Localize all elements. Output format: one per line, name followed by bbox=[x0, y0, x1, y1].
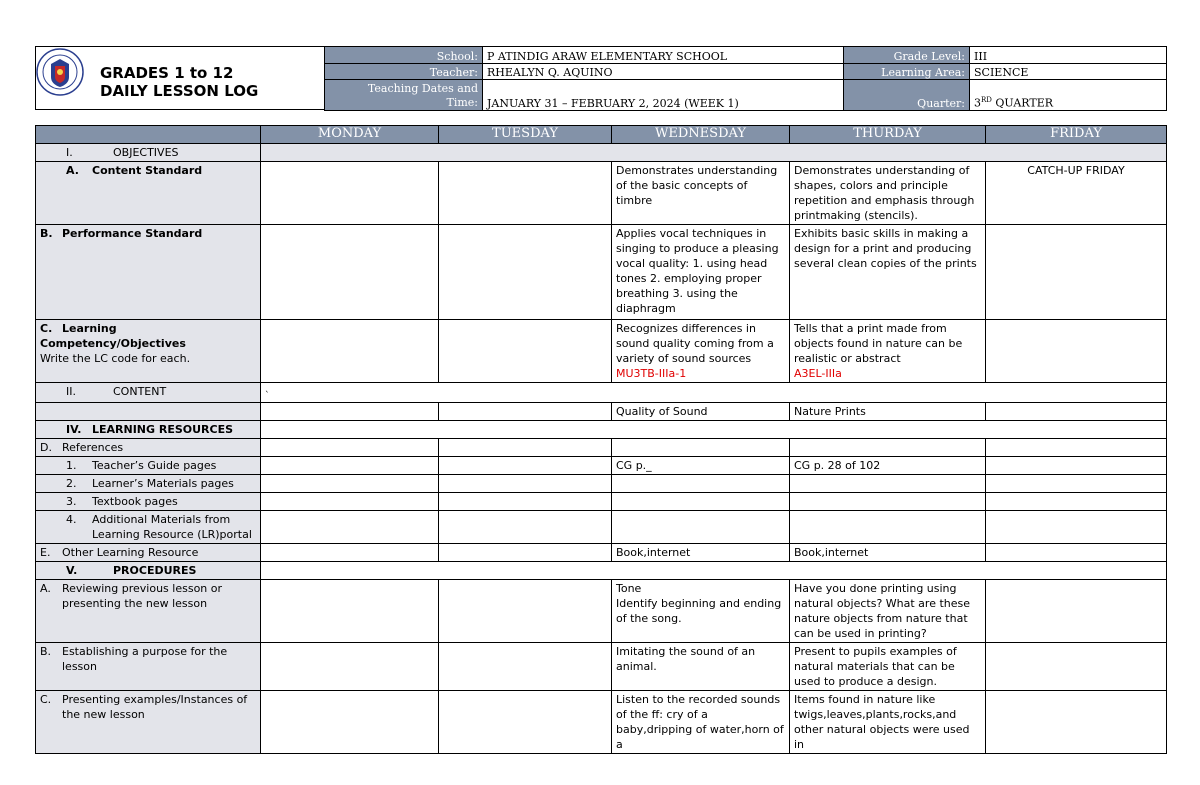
purpose-wednesday: Imitating the sound of an animal. bbox=[612, 643, 790, 691]
day-header-tuesday: TUESDAY bbox=[439, 126, 612, 144]
purpose-num: B. bbox=[40, 645, 52, 658]
row-performance-standard bbox=[36, 225, 1167, 320]
additional-materials-thursday bbox=[790, 511, 986, 544]
lc-code-thursday: A3EL-IIIa bbox=[794, 367, 842, 380]
learning-competency-friday bbox=[986, 320, 1167, 383]
content-standard-wednesday: Demonstrates understanding of the basic concepts of timbre bbox=[612, 162, 790, 225]
reviewing-tuesday bbox=[439, 580, 612, 643]
learners-materials-tuesday bbox=[439, 475, 612, 493]
learning-competency-tuesday bbox=[439, 320, 612, 383]
learning-competency-note: Write the LC code for each. bbox=[40, 352, 191, 365]
learners-materials-friday bbox=[986, 475, 1167, 493]
learners-materials-text: Learner’s Materials pages bbox=[92, 477, 234, 490]
objectives-text: OBJECTIVES bbox=[113, 146, 179, 159]
title-line-1: GRADES 1 to 12 bbox=[100, 64, 234, 82]
content-text: CONTENT bbox=[113, 385, 167, 398]
corner-header bbox=[36, 126, 261, 144]
grade-level-value: III bbox=[970, 47, 1167, 64]
row-learning-competency bbox=[36, 320, 1167, 383]
other-resource-num: E. bbox=[40, 546, 51, 559]
row-purpose bbox=[36, 643, 1167, 691]
references-thursday bbox=[790, 439, 986, 457]
teacher-label: Teacher: bbox=[325, 64, 483, 80]
performance-standard-monday bbox=[261, 225, 439, 320]
content-num: II. bbox=[66, 385, 76, 398]
performance-standard-text: Performance Standard bbox=[62, 227, 203, 240]
examples-friday bbox=[986, 691, 1167, 754]
teacher-value: RHEALYN Q. AQUINO bbox=[483, 64, 844, 80]
row-other-resource bbox=[36, 544, 1167, 562]
textbook-text: Textbook pages bbox=[92, 495, 178, 508]
purpose-monday bbox=[261, 643, 439, 691]
learning-competency-text: Learning Competency/Objectives bbox=[40, 322, 186, 350]
other-resource-tuesday bbox=[439, 544, 612, 562]
learning-competency-wednesday bbox=[612, 320, 790, 383]
quarter-number: 3 bbox=[974, 97, 981, 110]
reviewing-num: A. bbox=[40, 582, 51, 595]
teachers-guide-thursday: CG p. 28 of 102 bbox=[790, 457, 986, 475]
quarter-word: QUARTER bbox=[991, 97, 1054, 110]
teachers-guide-monday bbox=[261, 457, 439, 475]
learning-competency-thursday-text: Tells that a print made from objects found in nature can be realistic or abstract bbox=[794, 322, 963, 365]
dates-label-line1: Teaching Dates and bbox=[367, 82, 478, 95]
row-references bbox=[36, 439, 1167, 457]
procedures-span bbox=[261, 562, 1167, 580]
textbook-num: 3. bbox=[66, 495, 77, 508]
row-learners-materials bbox=[36, 475, 1167, 493]
day-header-wednesday: WEDNESDAY bbox=[612, 126, 790, 144]
references-label bbox=[36, 439, 261, 457]
learning-competency-label bbox=[36, 320, 261, 383]
teachers-guide-label bbox=[36, 457, 261, 475]
row-additional-materials bbox=[36, 511, 1167, 544]
references-monday bbox=[261, 439, 439, 457]
dates-label-line2: Time: bbox=[446, 96, 478, 109]
learning-competency-thursday bbox=[790, 320, 986, 383]
lc-code-wednesday: MU3TB-IIIa-1 bbox=[616, 367, 687, 380]
textbook-tuesday bbox=[439, 493, 612, 511]
textbook-label bbox=[36, 493, 261, 511]
examples-text: Presenting examples/Instances of the new lesson bbox=[62, 693, 248, 721]
other-resource-wednesday: Book,internet bbox=[612, 544, 790, 562]
content-topics-tuesday bbox=[439, 403, 612, 421]
dates-value: JANUARY 31 – FEBRUARY 2, 2024 (WEEK 1) bbox=[483, 80, 844, 111]
references-tuesday bbox=[439, 439, 612, 457]
learning-resources-text: LEARNING RESOURCES bbox=[92, 423, 234, 436]
other-resource-thursday: Book,internet bbox=[790, 544, 986, 562]
learning-competency-wednesday-text: Recognizes differences in sound quality coming from a variety of sound sources bbox=[616, 322, 774, 365]
lesson-log-table bbox=[35, 125, 1167, 754]
learners-materials-thursday bbox=[790, 475, 986, 493]
performance-standard-wednesday: Applies vocal techniques in singing to produce a pleasing vocal quality: 1. using head tones 2. employing proper breathing 3. using the diaphragm bbox=[612, 225, 790, 320]
content-standard-num: A. bbox=[66, 164, 79, 177]
learners-materials-num: 2. bbox=[66, 477, 77, 490]
procedures-label bbox=[36, 562, 261, 580]
teachers-guide-friday bbox=[986, 457, 1167, 475]
day-header-monday: MONDAY bbox=[261, 126, 439, 144]
examples-num: C. bbox=[40, 693, 52, 706]
learning-competency-num: C. bbox=[40, 322, 53, 335]
objectives-num: I. bbox=[66, 146, 73, 159]
content-mark: ` bbox=[265, 391, 270, 401]
teachers-guide-text: Teacher’s Guide pages bbox=[92, 459, 217, 472]
learners-materials-wednesday bbox=[612, 475, 790, 493]
other-resource-text: Other Learning Resource bbox=[62, 546, 199, 559]
purpose-friday bbox=[986, 643, 1167, 691]
textbook-friday bbox=[986, 493, 1167, 511]
row-examples bbox=[36, 691, 1167, 754]
examples-thursday: Items found in nature like twigs,leaves,plants,rocks,and other natural objects were used in bbox=[790, 691, 986, 754]
procedures-num: V. bbox=[66, 564, 78, 577]
purpose-label bbox=[36, 643, 261, 691]
additional-materials-label bbox=[36, 511, 261, 544]
school-label: School: bbox=[325, 47, 483, 64]
teachers-guide-tuesday bbox=[439, 457, 612, 475]
content-standard-tuesday bbox=[439, 162, 612, 225]
school-value: P ATINDIG ARAW ELEMENTARY SCHOOL bbox=[483, 47, 844, 64]
row-learning-resources bbox=[36, 421, 1167, 439]
row-textbook bbox=[36, 493, 1167, 511]
learning-resources-label bbox=[36, 421, 261, 439]
content-span bbox=[261, 383, 1167, 403]
day-header-thursday: THURDAY bbox=[790, 126, 986, 144]
procedures-text: PROCEDURES bbox=[113, 564, 197, 577]
additional-materials-text bbox=[92, 512, 252, 542]
learning-resources-span bbox=[261, 421, 1167, 439]
row-reviewing bbox=[36, 580, 1167, 643]
content-topics-label bbox=[36, 403, 261, 421]
additional-materials-wednesday bbox=[612, 511, 790, 544]
content-topics-wednesday: Quality of Sound bbox=[612, 403, 790, 421]
quarter-value bbox=[970, 80, 1167, 111]
content-standard-monday bbox=[261, 162, 439, 225]
reviewing-wednesday: Tone Identify beginning and ending of the song. bbox=[612, 580, 790, 643]
objectives-label bbox=[36, 144, 261, 162]
additional-materials-line1: Additional Materials from bbox=[92, 513, 231, 526]
teachers-guide-wednesday: CG p._ bbox=[612, 457, 790, 475]
references-wednesday bbox=[612, 439, 790, 457]
content-standard-text: Content Standard bbox=[92, 164, 203, 177]
info-table bbox=[324, 46, 1167, 111]
row-content-topics bbox=[36, 403, 1167, 421]
performance-standard-thursday: Exhibits basic skills in making a design for a print and producing several clean copies of the prints bbox=[790, 225, 986, 320]
row-content bbox=[36, 383, 1167, 403]
performance-standard-num: B. bbox=[40, 227, 53, 240]
performance-standard-tuesday bbox=[439, 225, 612, 320]
performance-standard-friday bbox=[986, 225, 1167, 320]
reviewing-thursday: Have you done printing using natural objects? What are these nature objects from nature that can be used in printing? bbox=[790, 580, 986, 643]
additional-materials-num: 4. bbox=[66, 513, 77, 526]
content-standard-label bbox=[36, 162, 261, 225]
learners-materials-monday bbox=[261, 475, 439, 493]
examples-label bbox=[36, 691, 261, 754]
purpose-tuesday bbox=[439, 643, 612, 691]
content-topics-friday bbox=[986, 403, 1167, 421]
content-topics-thursday: Nature Prints bbox=[790, 403, 986, 421]
reviewing-friday bbox=[986, 580, 1167, 643]
content-topics-monday bbox=[261, 403, 439, 421]
content-label bbox=[36, 383, 261, 403]
learning-resources-num: IV. bbox=[66, 423, 82, 436]
additional-materials-tuesday bbox=[439, 511, 612, 544]
content-standard-friday: CATCH-UP FRIDAY bbox=[986, 162, 1167, 225]
examples-tuesday bbox=[439, 691, 612, 754]
references-text: References bbox=[62, 441, 124, 454]
content-standard-thursday: Demonstrates understanding of shapes, colors and principle repetition and emphasis through printmaking (stencils). bbox=[790, 162, 986, 225]
row-content-standard bbox=[36, 162, 1167, 225]
learners-materials-label bbox=[36, 475, 261, 493]
other-resource-friday bbox=[986, 544, 1167, 562]
reviewing-text: Reviewing previous lesson or presenting the new lesson bbox=[62, 582, 223, 610]
performance-standard-label bbox=[36, 225, 261, 320]
row-teachers-guide bbox=[36, 457, 1167, 475]
reviewing-monday bbox=[261, 580, 439, 643]
textbook-thursday bbox=[790, 493, 986, 511]
teachers-guide-num: 1. bbox=[66, 459, 77, 472]
purpose-text: Establishing a purpose for the lesson bbox=[62, 645, 228, 673]
quarter-ordinal: RD bbox=[981, 96, 992, 105]
purpose-thursday: Present to pupils examples of natural materials that can be used to produce a design. bbox=[790, 643, 986, 691]
examples-monday bbox=[261, 691, 439, 754]
quarter-label: Quarter: bbox=[844, 80, 970, 111]
deped-seal-icon bbox=[36, 48, 84, 96]
row-objectives bbox=[36, 144, 1167, 162]
dates-label bbox=[325, 80, 483, 111]
learning-competency-monday bbox=[261, 320, 439, 383]
textbook-monday bbox=[261, 493, 439, 511]
references-num: D. bbox=[40, 441, 52, 454]
day-header-friday: FRIDAY bbox=[986, 126, 1167, 144]
title-line-2: DAILY LESSON LOG bbox=[100, 82, 259, 100]
additional-materials-monday bbox=[261, 511, 439, 544]
other-resource-label bbox=[36, 544, 261, 562]
row-procedures bbox=[36, 562, 1167, 580]
references-friday bbox=[986, 439, 1167, 457]
textbook-wednesday bbox=[612, 493, 790, 511]
reviewing-label bbox=[36, 580, 261, 643]
objectives-span bbox=[261, 144, 1167, 162]
examples-wednesday: Listen to the recorded sounds of the ff: cry of a baby,dripping of water,horn of a bbox=[612, 691, 790, 754]
other-resource-monday bbox=[261, 544, 439, 562]
learning-area-value: SCIENCE bbox=[970, 64, 1167, 80]
grade-level-label: Grade Level: bbox=[844, 47, 970, 64]
learning-area-label: Learning Area: bbox=[844, 64, 970, 80]
additional-materials-line2: Learning Resource (LR)portal bbox=[92, 528, 252, 541]
additional-materials-friday bbox=[986, 511, 1167, 544]
